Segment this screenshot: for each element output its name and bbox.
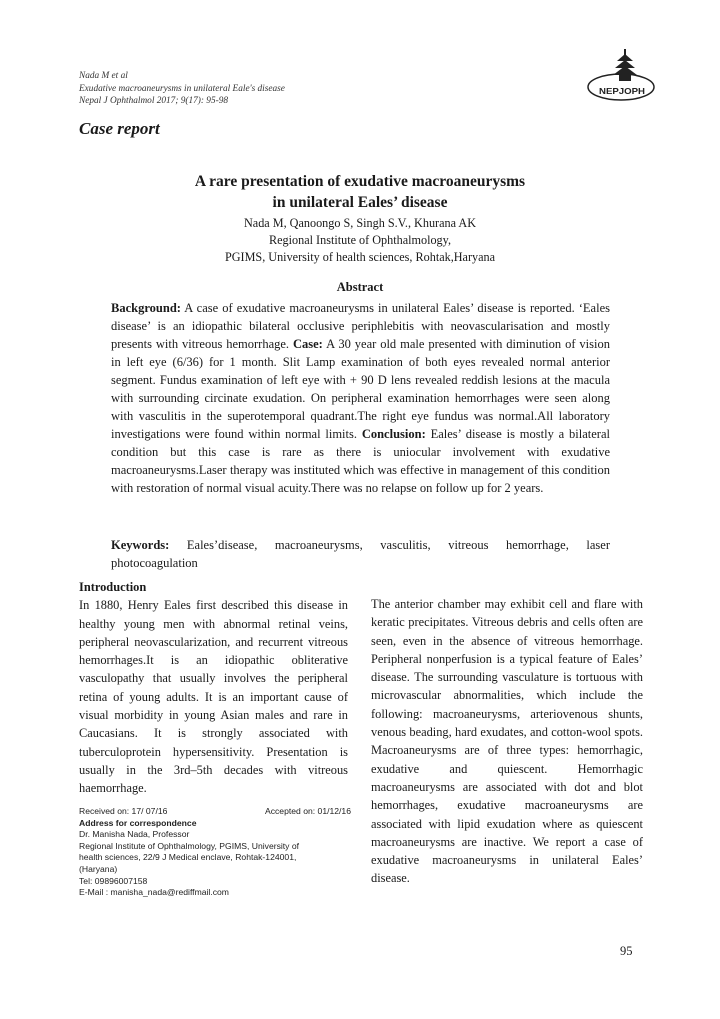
author-block (79, 215, 641, 266)
right-column (371, 595, 643, 888)
correspondence-heading: Address for correspondence (79, 817, 197, 828)
keywords-text: Eales’disease, macroaneurysms, vasculitis, vitreous hemorrhage, laser photocoagulation (111, 538, 610, 570)
running-header (79, 70, 285, 108)
correspondence-box (79, 806, 351, 899)
abstract-heading: Abstract (336, 280, 384, 294)
article-title (79, 171, 641, 213)
background-label: Background: (111, 301, 181, 315)
logo-text: NEPJOPH (599, 86, 645, 96)
conclusion-label: Conclusion: (361, 427, 426, 441)
correspondence-name: Dr. Manisha Nada, Professor (79, 829, 190, 840)
accepted-date: Accepted on: 01/12/16 (264, 806, 351, 816)
title-line-2: in unilateral Eales’ disease (272, 194, 448, 211)
left-column (79, 578, 348, 798)
header-authors: Nada M et al (79, 71, 128, 81)
introduction-heading: Introduction (79, 580, 147, 594)
keywords-label: Keywords: (111, 538, 170, 552)
keywords (111, 536, 610, 572)
affiliation-2: PGIMS, University of health sciences, Rohtak,Haryana (224, 250, 496, 264)
title-line-1: A rare presentation of exudative macroaneurysms (194, 173, 526, 190)
correspondence-address-1: Regional Institute of Ophthalmology, PGIMS, University of (79, 840, 300, 851)
case-label: Case: (292, 337, 323, 351)
correspondence-address-3: (Haryana) (79, 863, 118, 874)
header-short-title: Exudative macroaneurysms in unilateral Eale's disease (79, 83, 285, 94)
correspondence-address-2: health sciences, 22/9 J Medical enclave, Rohtak-124001, (79, 852, 297, 863)
conclusion-text: Eales’ disease is mostly a bilateral condition but this case is rare as there is uniocular involvement with exudative macroaneurysms.Laser therapy was instituted which was effective in management of this condition with restoration of normal visual acuity.There was no relapse on follow up for 2 years. (111, 427, 610, 495)
background-text: A case of exudative macroaneurysms in unilateral Eales’ disease is reported. ‘Eales disease’ is an idiopathic bilateral occlusive periphlebitis with neovascularisation and mostly presents with vitreous hemorrhage. (111, 301, 610, 351)
correspondence-tel: Tel: 09896007158 (79, 875, 148, 886)
journal-logo (583, 47, 659, 103)
correspondence-email: E-Mail : manisha_nada@rediffmail.com (79, 887, 229, 898)
pagoda-icon (613, 49, 637, 81)
abstract-body (111, 299, 610, 497)
affiliation-1: Regional Institute of Ophthalmology, (269, 233, 451, 247)
header-citation: Nepal J Ophthalmol 2017; 9(17): 95-98 (79, 96, 228, 107)
case-text: A 30 year old male presented with diminution of vision in left eye (6/36) for 1 month. Slit Lamp examination of both eyes revealed normal anterior segment. Fundus examination of left eye with + 90 D lens revealed reddish lesions at the macula with surrounding circinate exudation. On peripheral examination hemorrhages were seen along with vasculitis in the superotemporal quadrant.The right eye fundus was normal.All laboratory investigations were found within normal limits. (111, 337, 610, 441)
article-type: Case report (79, 119, 160, 138)
page-number: 95 (620, 944, 633, 958)
author-names: Nada M, Qanoongo S, Singh S.V., Khurana AK (243, 216, 476, 230)
introduction-right-text: The anterior chamber may exhibit cell and flare with keratic precipitates. Vitreous debris and cells often are seen, even in the absence of vitreous hemorrhage. Peripheral nonperfusion is a typical feature of Eales’ disease. The surrounding vasculature is tortuous with microvascular abnormalities, which include the following: macroaneurysms, arteriovenous shunts, venous beading, hard exudates, and cotton-wool spots. Macroaneurysms are of three types: hemorrhagic, exudative and quiescent. Hemorrhagic macroaneurysms are associated with dot and blot hemorrhages, exudative macroaneurysms are associated with lipid exudation where as quiescent macroaneurysms are inactive. We report a case of exudative macroaneurysms in unilateral Eales’ disease. (371, 597, 643, 886)
received-date: Received on: 17/ 07/16 (79, 806, 168, 816)
introduction-left-text: In 1880, Henry Eales first described this disease in healthy young men with abnormal retinal veins, peripheral neovascularization, and recurrent vitreous hemorrhages.It is an idiopathic obliterative vasculopathy that usually involves the peripheral retina of young adults. It is an important cause of visual morbidity in young Asian males and rare in Caucasians. It is strongly associated with tuberculoprotein hypersensitivity. Presentation is usually in the 3rd–5th decades with vitreous haemorrhage. (79, 598, 348, 796)
